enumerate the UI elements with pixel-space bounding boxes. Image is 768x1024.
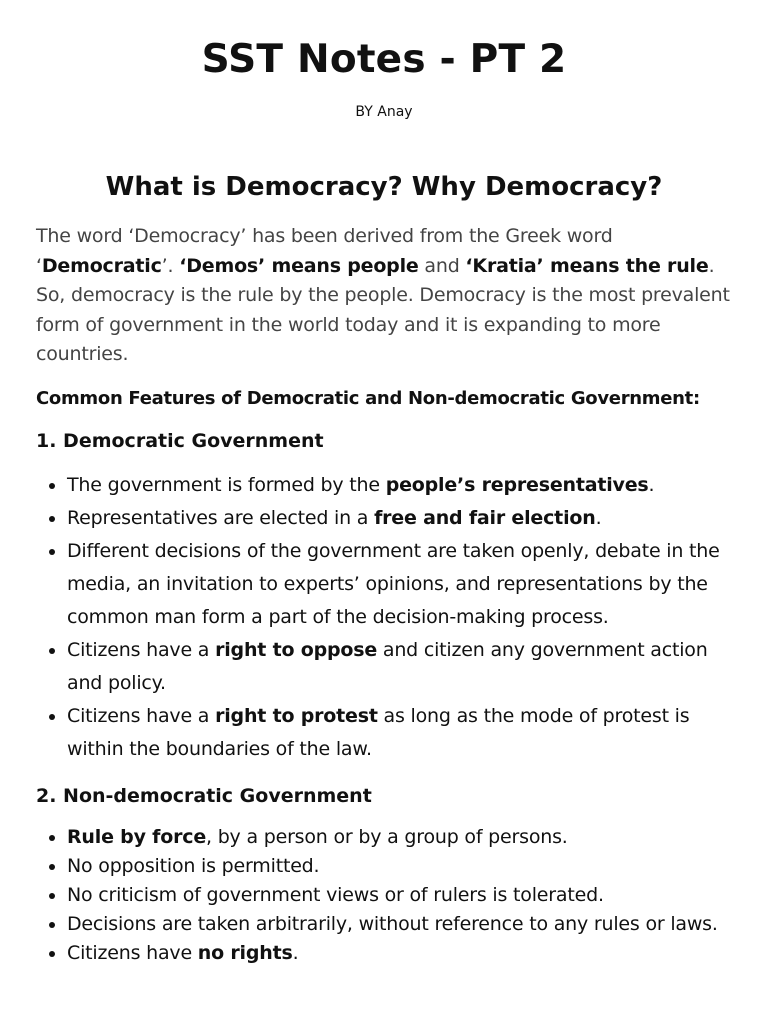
democratic-heading: 1. Democratic Government [36, 429, 324, 452]
item-bold: free and fair election [374, 506, 596, 529]
intro-text-4: . So, democracy is the rule by the people. Democracy is the most prevalent form of government in the world today and it is expanding to more countries. [36, 254, 730, 365]
item-text: No opposition is permitted. [67, 854, 320, 877]
item-text: . [292, 942, 299, 965]
item-text: Different decisions of the government are taken openly, debate in the media, an invitation to experts’ opinions, and representations by the common man form a part of the decision-making process. [67, 539, 720, 628]
item-text: , by a person or by a group of persons. [206, 825, 568, 848]
item-text: Citizens have a [67, 638, 216, 661]
document-title: SST Notes - PT 2 [201, 37, 567, 82]
intro-text-1: The word ‘Democracy’ has been derived from the Greek word ‘ [36, 225, 613, 277]
item-bold: people’s representatives [385, 473, 649, 496]
intro-text-2: ’. [161, 254, 180, 277]
list-item [67, 502, 732, 535]
section-title: What is Democracy? Why Democracy? [105, 172, 663, 202]
non-democratic-list [36, 823, 732, 969]
list-item [67, 823, 732, 852]
item-text: Decisions are taken arbitrarily, without reference to any rules or laws. [67, 913, 718, 936]
list-item [67, 910, 732, 939]
intro-bold-democratic: Democratic [41, 254, 162, 277]
list-item [67, 700, 732, 766]
democratic-list [36, 469, 732, 766]
features-heading: Common Features of Democratic and Non-democratic Government: [36, 387, 700, 409]
item-text: Representatives are elected in a [67, 506, 375, 529]
item-text: . [648, 473, 655, 496]
item-text: The government is formed by the [67, 473, 386, 496]
item-text: . [595, 506, 602, 529]
intro-paragraph [36, 222, 732, 370]
item-bold: right to oppose [215, 638, 378, 661]
intro-bold-kratia: ‘Kratia’ means the rule [465, 254, 709, 277]
list-item [67, 852, 732, 881]
list-item [67, 881, 732, 910]
item-bold: Rule by force [67, 825, 207, 848]
document-author: BY Anay [355, 104, 413, 120]
intro-bold-demos: ‘Demos’ means people [179, 254, 419, 277]
item-text: and citizen any government action and policy. [67, 638, 708, 694]
item-text: Citizens have a [67, 704, 216, 727]
list-item [67, 535, 732, 634]
intro-text-3: and [418, 254, 466, 277]
item-text: as long as the mode of protest is within the boundaries of the law. [67, 704, 690, 760]
non-democratic-heading: 2. Non-democratic Government [36, 784, 372, 807]
list-item [67, 634, 732, 700]
item-bold: no rights [197, 942, 293, 965]
item-text: Citizens have [67, 942, 198, 965]
item-text: No criticism of government views or of rulers is tolerated. [67, 883, 604, 906]
item-bold: right to protest [215, 704, 378, 727]
list-item [67, 939, 732, 968]
list-item [67, 469, 732, 502]
